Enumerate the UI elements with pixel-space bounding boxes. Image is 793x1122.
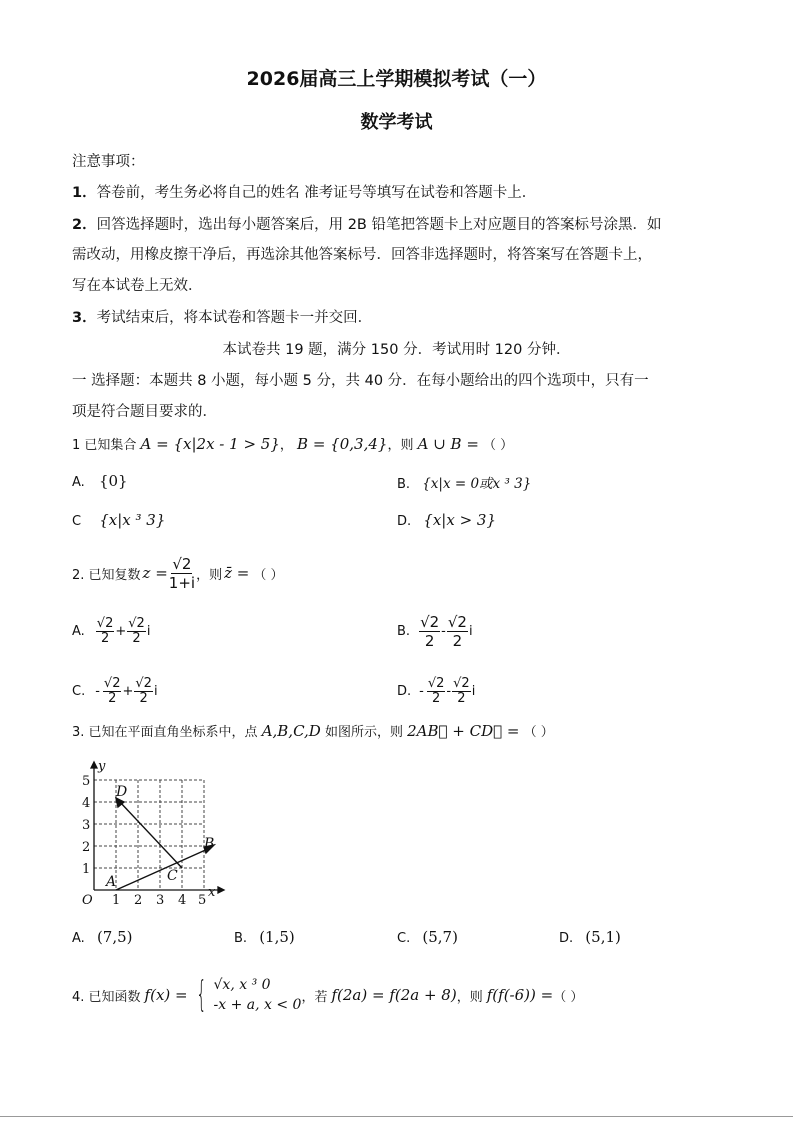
q1-option-d[interactable] (397, 511, 496, 529)
q2-option-b-frac1-den: 2 (424, 632, 435, 650)
q2-option-b-frac2 (447, 613, 468, 650)
q1-set-a: A = {x|2x - 1 > 5} (140, 435, 280, 453)
q3-points: A,B,C,D (261, 722, 321, 740)
q3-point-c-label: C (167, 868, 178, 884)
q2-option-b-frac1 (419, 613, 440, 650)
q1-option-a-text: {0} (98, 472, 128, 490)
q1-answer-paren: （ ） (483, 438, 514, 453)
q1-set-b: B = {0,3,4} (297, 435, 388, 453)
note-2-text-line1: 回答选择题时，选出每小题答案后，用 2B 铅笔把答题卡上对应题目的答案标号涂黑．如 (96, 217, 662, 233)
note-item-3 (72, 306, 372, 327)
q3-option-c-label: C. (397, 931, 411, 946)
q2-option-c-frac2-num: √2 (135, 676, 152, 691)
q3-option-b[interactable] (234, 928, 295, 946)
note-2-text-line2: 需改动，用橡皮擦干净后，再选涂其他答案标号．回答非选择题时，将答案写在答题卡上， (72, 247, 652, 263)
note-item-1 (72, 181, 536, 202)
q3-x-tick-3: 3 (156, 893, 165, 908)
q3-y-tick-5: 5 (82, 774, 91, 789)
q3-option-b-text: (1,5) (259, 928, 295, 946)
q4-expression: f(f(-6)) = (486, 986, 554, 1004)
q3-mid: 如图所示，则 (324, 725, 403, 740)
q1-option-c[interactable] (72, 511, 165, 529)
q1-comma: ， (279, 438, 293, 453)
question-1-stem (72, 430, 513, 458)
q3-option-d-text: (5,1) (585, 928, 621, 946)
q2-option-b-i: i (468, 624, 473, 639)
note-2-text-line3: 写在本试卷上无效． (72, 278, 203, 294)
q1-option-d-label: D. (397, 514, 412, 529)
note-2-number: 2． (72, 217, 97, 233)
q3-option-c[interactable] (397, 928, 458, 946)
q3-point-a-label: A (106, 874, 117, 890)
q2-option-d-label: D. (397, 684, 412, 699)
q4-function-def: f(x) = (144, 986, 188, 1004)
q2-option-a-op: + (115, 624, 127, 639)
q2-option-a-frac2-den: 2 (132, 631, 141, 646)
q4-case-2: -x + a, x < 0 (213, 997, 302, 1013)
q1-expression: A ∪ B = (417, 435, 479, 453)
note-item-2 (72, 213, 661, 234)
q3-coordinate-figure (72, 758, 232, 908)
q4-piecewise-cases (214, 975, 302, 1015)
q2-option-c-label: C. (72, 684, 86, 699)
exam-title: 2026届高三上学期模拟考试（一） (246, 68, 547, 90)
q1-option-c-label: C (72, 514, 82, 529)
q3-option-a-label: A. (72, 931, 85, 946)
q2-option-c-frac1 (103, 677, 122, 706)
q4-prefix: 4. 已知函数 (72, 989, 141, 1005)
q3-option-c-text: (5,7) (422, 928, 458, 946)
q4-condition: f(2a) = f(2a + 8) (331, 986, 457, 1004)
q2-option-c-op: + (122, 684, 134, 699)
q2-fraction-numerator: √2 (172, 554, 192, 573)
q3-x-axis-label: x (208, 885, 216, 900)
q4-answer-paren: （ ） (553, 989, 584, 1005)
q2-option-b-frac2-den: 2 (452, 632, 463, 650)
q2-fraction-denominator: 1+i (168, 573, 196, 592)
q3-y-axis-label: y (98, 759, 106, 774)
q2-option-d-frac2 (452, 677, 471, 706)
exam-info: 本试卷共 19 题，满分 150 分．考试用时 120 分钟． (222, 342, 571, 358)
q2-option-a[interactable] (72, 617, 150, 646)
note-1-number: 1． (72, 185, 97, 201)
q2-option-c-frac1-den: 2 (108, 691, 117, 706)
q3-x-tick-5: 5 (198, 893, 207, 908)
page-bottom-rule (0, 1116, 793, 1117)
q2-option-d-sign: - (419, 684, 424, 699)
q3-option-a[interactable] (72, 928, 133, 946)
q3-point-d-label: D (116, 784, 128, 800)
q2-option-d[interactable] (397, 677, 475, 706)
q1-ask: ，则 (387, 438, 414, 453)
q3-vector-cd (116, 798, 182, 868)
q3-x-tick-1: 1 (112, 893, 121, 908)
q3-x-tick-2: 2 (134, 893, 143, 908)
notes-heading: 注意事项： (72, 154, 145, 170)
q2-option-c-frac2 (134, 677, 153, 706)
q1-option-b-label: B. (397, 477, 411, 492)
question-3-stem (72, 718, 554, 744)
q3-x-tick-4: 4 (178, 893, 187, 908)
note-3-text: 考试结束后，将本试卷和答题卡一并交回． (96, 310, 373, 326)
q3-y-tick-1: 1 (82, 862, 91, 877)
q2-option-b-op: - (441, 624, 446, 639)
q2-option-b-frac1-num: √2 (420, 613, 440, 631)
q3-answer-paren: （ ） (523, 725, 554, 740)
q4-ask: ，则 (456, 989, 483, 1005)
q2-prefix: 2. 已知复数 (72, 567, 141, 583)
q2-fraction (169, 555, 195, 592)
q2-answer-paren: （ ） (253, 567, 284, 583)
q3-option-b-label: B. (234, 931, 248, 946)
q2-option-d-frac1-num: √2 (427, 676, 445, 691)
question-4-stem (72, 970, 583, 1020)
q2-option-d-frac2-den: 2 (457, 691, 466, 706)
q3-option-d-label: D. (559, 931, 574, 946)
q3-origin-label: O (82, 893, 93, 908)
q1-option-a-label: A. (72, 475, 85, 490)
q4-case-1: √x, x ³ 0 (213, 977, 271, 993)
exam-subtitle: 数学考试 (360, 112, 433, 133)
section-1-line2: 项是符合题目要求的． (72, 404, 217, 420)
q2-option-a-label: A. (72, 624, 85, 639)
q2-zbar: z̄ = (224, 564, 250, 582)
q2-option-d-i: i (471, 684, 476, 699)
q2-option-b[interactable] (397, 613, 473, 650)
q2-option-c-frac2-den: 2 (139, 691, 148, 706)
q4-piecewise-brace: { (195, 974, 207, 1015)
q3-y-tick-3: 3 (82, 818, 91, 833)
q2-option-d-op: - (446, 684, 452, 699)
q2-option-b-label: B. (397, 624, 411, 639)
q2-option-c-sign: - (95, 684, 100, 699)
q2-option-c[interactable] (72, 677, 158, 706)
q2-option-a-frac2 (127, 617, 146, 646)
question-2-stem (72, 553, 283, 593)
q3-expression: 2AB⃗ + CD⃗ = (407, 722, 520, 740)
q2-ask: ，则 (196, 567, 223, 583)
q2-option-d-frac2-num: √2 (453, 676, 470, 691)
q3-prefix: 3. 已知在平面直角坐标系中，点 (72, 725, 258, 740)
q1-prefix: 1 已知集合 (72, 438, 137, 453)
q2-option-d-frac1 (427, 677, 446, 706)
q3-y-tick-2: 2 (82, 840, 91, 855)
q2-z: z = (142, 564, 168, 582)
q1-option-b[interactable] (397, 472, 531, 492)
q3-point-b-label: B (204, 836, 215, 852)
q1-option-a[interactable] (72, 472, 128, 490)
q2-option-a-frac1 (96, 617, 115, 646)
note-1-text: 答卷前，考生务必将自己的姓名 准考证号等填写在试卷和答题卡上． (96, 185, 537, 201)
q2-option-c-frac1-num: √2 (103, 676, 121, 691)
q1-option-c-text: {x|x ³ 3} (99, 511, 166, 529)
q3-option-d[interactable] (559, 928, 621, 946)
q2-option-d-frac1-den: 2 (432, 691, 441, 706)
q4-cond-prefix: ，若 (301, 989, 328, 1005)
section-1-line1: 一 选择题：本题共 8 小题，每小题 5 分，共 40 分．在每小题给出的四个选项中，只有一 (72, 373, 649, 389)
q3-y-tick-4: 4 (82, 796, 91, 811)
q1-option-b-text: {x|x = 0或x ³ 3} (422, 476, 532, 492)
note-3-number: 3． (72, 310, 97, 326)
q1-option-d-text: {x|x > 3} (423, 511, 497, 529)
q2-option-c-i: i (153, 684, 158, 699)
q3-option-a-text: (7,5) (96, 928, 133, 946)
q2-option-a-frac1-num: √2 (96, 616, 114, 631)
q2-option-a-frac1-den: 2 (100, 631, 110, 646)
q2-option-a-i: i (146, 624, 151, 639)
q2-option-b-frac2-num: √2 (447, 613, 467, 631)
q2-option-a-frac2-num: √2 (128, 616, 145, 631)
